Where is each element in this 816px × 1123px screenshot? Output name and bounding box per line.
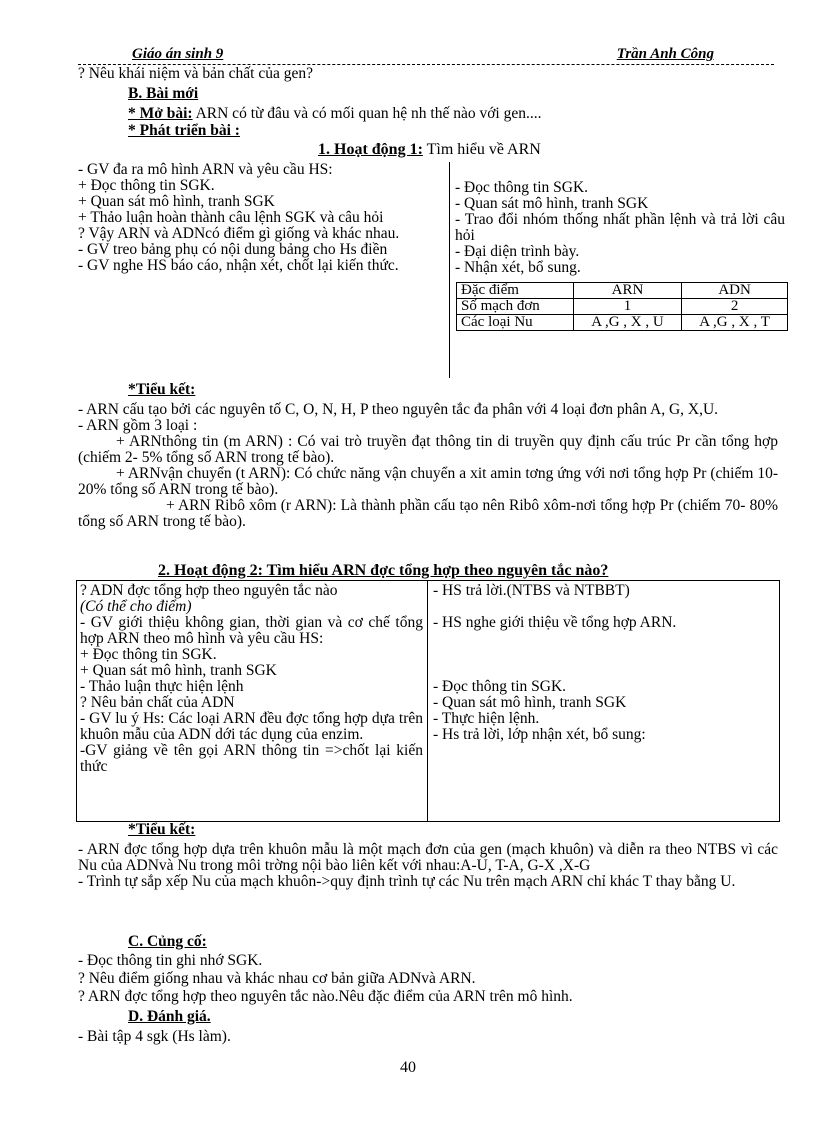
student-line: - Trao đổi nhóm thống nhất phần lệnh và trả lời câu hỏi bbox=[455, 211, 785, 244]
teacher-line: + Đọc thông tin SGK. bbox=[80, 646, 217, 663]
activity-2-divider bbox=[427, 581, 428, 821]
summary-line: - ARN cấu tạo bởi các nguyên tố C, O, N, H, P theo nguyên tắc đa phân với 4 loại đơn phân A, G, X,U. bbox=[78, 401, 719, 418]
table-row bbox=[457, 299, 788, 315]
summary-line: + ARNvận chuyển (t ARN): Có chức năng vận chuyển a xit amin tơng ứng với nơi tổng hợp Pr (chiếm 10- 20% tổng số ARN trong tế bào). bbox=[78, 465, 778, 498]
evaluation-line: - Bài tập 4 sgk (Hs làm). bbox=[78, 1028, 231, 1045]
summary-2-body bbox=[78, 842, 778, 890]
student-line: - Quan sát mô hình, tranh SGK bbox=[433, 694, 627, 711]
activity-1-student-column bbox=[455, 180, 785, 276]
table-header-row bbox=[457, 283, 788, 299]
teacher-line: + Thảo luận hoàn thành câu lệnh SGK và câu hỏi bbox=[78, 209, 384, 226]
activity-1-teacher-column bbox=[78, 162, 440, 274]
phat-trien-title: * Phát triển bài : bbox=[128, 122, 240, 139]
consolidation-line: ? ARN đợc tổng hợp theo nguyên tắc nào.Nêu đặc điểm của ARN trên mô hình. bbox=[78, 988, 573, 1005]
student-line: - Quan sát mô hình, tranh SGK bbox=[455, 195, 649, 212]
activity-2-teacher-column bbox=[80, 583, 423, 775]
page-header bbox=[78, 44, 774, 65]
activity-2-student-column bbox=[433, 583, 773, 743]
activity-1-title bbox=[318, 142, 541, 158]
student-line: - Đại diện trình bày. bbox=[455, 243, 580, 260]
teacher-line: + Đọc thông tin SGK. bbox=[78, 177, 215, 194]
mo-bai bbox=[128, 106, 541, 122]
teacher-line: -GV giảng về tên gọi ARN thông tin =>chốt lại kiến thức bbox=[80, 742, 423, 775]
table-header-cell: ARN bbox=[573, 283, 681, 299]
table-cell: A ,G , X , U bbox=[573, 315, 681, 331]
activity-2-table bbox=[76, 580, 780, 822]
teacher-line: - GV treo bảng phụ có nội dung bảng cho Hs điền bbox=[78, 241, 388, 258]
teacher-line: - GV nghe HS báo cáo, nhận xét, chốt lại kiến thức. bbox=[78, 257, 399, 274]
consolidation-line: ? Nêu điểm giống nhau và khác nhau cơ bản giữa ADNvà ARN. bbox=[78, 970, 476, 987]
table-cell: 1 bbox=[573, 299, 681, 315]
teacher-line: + Quan sát mô hình, tranh SGK bbox=[78, 193, 275, 210]
teacher-line: (Có thể cho điểm) bbox=[80, 598, 192, 615]
table-cell: 2 bbox=[682, 299, 788, 315]
summary-line: + ARN Ribô xôm (r ARN): Là thành phần cấu tạo nên Ribô xôm-nơi tổng hợp Pr (chiếm 70- 80% tổng số ARN trong tế bào). bbox=[78, 497, 778, 530]
review-question: ? Nêu khái niệm và bản chất của gen? bbox=[78, 65, 313, 82]
student-line: - HS nghe giới thiệu về tổng hợp ARN. bbox=[433, 614, 677, 631]
consolidation-title: C. Củng cố: bbox=[128, 933, 207, 950]
student-line: - Đọc thông tin SGK. bbox=[455, 179, 589, 196]
summary-line: + ARNthông tin (m ARN) : Có vai trò truyền đạt thông tin di truyền quy định cấu trúc Pr cần tổng hợp (chiếm 2- 5% tổng số ARN trong tế bào). bbox=[78, 433, 778, 466]
table-header-cell: ADN bbox=[682, 283, 788, 299]
table-cell: A ,G , X , T bbox=[682, 315, 788, 331]
table-row bbox=[457, 315, 788, 331]
summary-2-title: *Tiểu kết: bbox=[128, 821, 196, 838]
teacher-line: - GV giới thiệu không gian, thời gian và cơ chế tổng hợp ARN theo mô hình và yêu cầu HS: bbox=[80, 614, 423, 647]
column-divider bbox=[449, 162, 450, 378]
header-author: Trần Anh Công bbox=[616, 46, 714, 62]
activity-1-text: Tìm hiểu về ARN bbox=[422, 141, 541, 158]
summary-line: - ARN gồm 3 loại : bbox=[78, 417, 198, 434]
student-line: - Nhận xét, bổ sung. bbox=[455, 259, 581, 276]
activity-2-title: 2. Hoạt động 2: Tìm hiểu ARN đợc tổng hợp theo nguyên tắc nào? bbox=[158, 562, 609, 579]
page-number: 40 bbox=[400, 1059, 416, 1076]
student-line: - HS trả lời.(NTBS và NTBBT) bbox=[433, 582, 630, 599]
consolidation-body bbox=[78, 953, 778, 1005]
comparison-table bbox=[456, 282, 788, 331]
teacher-line: + Quan sát mô hình, tranh SGK bbox=[80, 662, 277, 679]
consolidation-line: - Đọc thông tin ghi nhớ SGK. bbox=[78, 952, 263, 969]
teacher-line: ? Nêu bản chất của ADN bbox=[80, 694, 235, 711]
teacher-line: ? Vậy ARN và ADNcó điểm gì giống và khác nhau. bbox=[78, 225, 400, 242]
evaluation-title: D. Đánh giá. bbox=[128, 1008, 211, 1025]
summary-line: - ARN đợc tổng hợp dựa trên khuôn mẫu là một mạch đơn của gen (mạch khuôn) và diễn ra theo NTBS vì các Nu của ADNvà Nu trong môi trờng nội bào liên kết với nhau:A-U, T-A, G-X ,X-G bbox=[78, 841, 778, 874]
summary-1-body bbox=[78, 402, 778, 530]
activity-1-label: 1. Hoạt động 1: bbox=[318, 141, 423, 158]
teacher-line: - GV lu ý Hs: Các loại ARN đều đợc tổng hợp dựa trên khuôn mẫu của ADN dới tác dụng của enzim. bbox=[80, 710, 423, 743]
table-header-cell: Đặc điểm bbox=[457, 283, 574, 299]
section-b-title: B. Bài mới bbox=[128, 85, 199, 102]
student-line: - Đọc thông tin SGK. bbox=[433, 678, 567, 695]
summary-line: - Trình tự sắp xếp Nu của mạch khuôn->quy định trình tự các Nu trên mạch ARN chỉ khác T thay bằng U. bbox=[78, 873, 736, 890]
header-subject: Giáo án sinh 9 bbox=[132, 46, 224, 62]
teacher-line: - Thảo luận thực hiện lệnh bbox=[80, 678, 244, 695]
mo-bai-text: ARN có từ đâu và có mối quan hệ nh thế nào với gen.... bbox=[192, 105, 542, 122]
student-line: - Thực hiện lệnh. bbox=[433, 710, 540, 727]
student-line: - Hs trả lời, lớp nhận xét, bổ sung: bbox=[433, 726, 646, 743]
table-cell: Số mạch đơn bbox=[457, 299, 574, 315]
teacher-line: ? ADN đợc tổng hợp theo nguyên tắc nào bbox=[80, 582, 338, 599]
summary-1-title: *Tiểu kết: bbox=[128, 381, 196, 398]
mo-bai-label: * Mở bài: bbox=[128, 105, 193, 122]
teacher-line: - GV đa ra mô hình ARN và yêu cầu HS: bbox=[78, 161, 333, 178]
table-cell: Các loại Nu bbox=[457, 315, 574, 331]
